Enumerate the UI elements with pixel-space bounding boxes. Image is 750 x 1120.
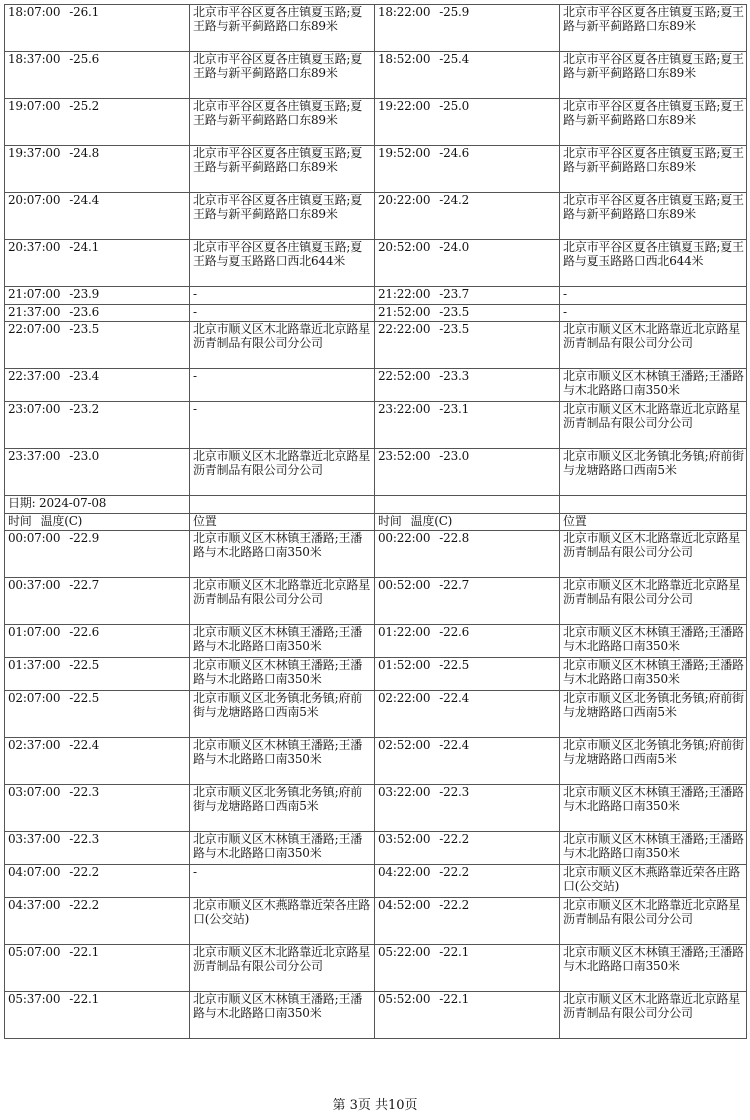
location-text: 北京市顺义区木林镇王潘路;王潘路与木北路路口南350米 xyxy=(193,531,363,559)
temperature-value: -22.5 xyxy=(69,691,100,705)
temperature-value: -22.4 xyxy=(439,738,470,752)
location-cell xyxy=(190,322,375,369)
reading-cell xyxy=(5,992,190,1039)
time-value: 05:07:00 xyxy=(8,945,61,959)
reading-cell xyxy=(5,304,190,322)
temperature-value: -24.6 xyxy=(439,146,470,160)
reading-cell xyxy=(5,193,190,240)
time-value: 02:37:00 xyxy=(8,738,61,752)
reading-cell xyxy=(375,402,560,449)
location-cell xyxy=(190,945,375,992)
page-number: 第 3页 共10页 xyxy=(332,1098,418,1113)
time-value: 19:52:00 xyxy=(378,146,431,160)
location-cell xyxy=(190,898,375,945)
time-value: 03:22:00 xyxy=(378,785,431,799)
table-row xyxy=(5,658,747,691)
time-value: 19:37:00 xyxy=(8,146,61,160)
table-row xyxy=(5,449,747,496)
header-time-temp-right xyxy=(375,513,560,531)
time-value: 03:37:00 xyxy=(8,832,61,846)
temperature-value: -23.9 xyxy=(69,287,100,301)
temperature-value: -23.5 xyxy=(439,304,470,319)
reading-cell xyxy=(375,322,560,369)
time-value: 00:22:00 xyxy=(378,531,431,545)
location-cell xyxy=(560,402,747,449)
location-cell xyxy=(560,193,747,240)
location-text: 北京市平谷区夏各庄镇夏玉路;夏王路与夏玉路路口西北644米 xyxy=(193,240,363,268)
time-value: 20:07:00 xyxy=(8,193,61,207)
temperature-value: -22.2 xyxy=(439,898,470,912)
time-value: 22:07:00 xyxy=(8,322,61,336)
location-text: - xyxy=(193,402,197,416)
location-cell xyxy=(190,146,375,193)
table-row xyxy=(5,146,747,193)
time-value: 21:52:00 xyxy=(378,304,431,319)
location-cell xyxy=(560,898,747,945)
reading-cell xyxy=(375,658,560,691)
time-value: 22:37:00 xyxy=(8,369,61,383)
location-cell xyxy=(190,369,375,402)
location-cell xyxy=(190,625,375,658)
reading-cell xyxy=(5,785,190,832)
temperature-value: -22.2 xyxy=(439,865,470,879)
location-cell xyxy=(190,578,375,625)
location-cell xyxy=(190,449,375,496)
table-section-previous-day xyxy=(5,5,747,496)
table-row xyxy=(5,369,747,402)
reading-cell xyxy=(5,287,190,305)
location-text: 北京市平谷区夏各庄镇夏玉路;夏王路与新平蓟路路口东89米 xyxy=(193,5,363,33)
location-cell xyxy=(560,578,747,625)
location-text: 北京市平谷区夏各庄镇夏玉路;夏王路与新平蓟路路口东89米 xyxy=(563,193,744,221)
temperature-value: -23.1 xyxy=(439,402,470,416)
location-cell xyxy=(190,304,375,322)
location-cell xyxy=(560,322,747,369)
location-text: 北京市顺义区北务镇北务镇;府前街与龙塘路路口西南5米 xyxy=(563,691,744,719)
time-value: 04:37:00 xyxy=(8,898,61,912)
time-value: 18:37:00 xyxy=(8,52,61,66)
location-text: 北京市平谷区夏各庄镇夏玉路;夏王路与新平蓟路路口东89米 xyxy=(563,146,744,174)
location-cell xyxy=(190,240,375,287)
table-row xyxy=(5,785,747,832)
location-text: 北京市顺义区木北路靠近北京路星沥青制品有限公司分公司 xyxy=(193,449,371,477)
location-text: 北京市顺义区木北路靠近北京路星沥青制品有限公司分公司 xyxy=(563,578,741,606)
time-value: 21:22:00 xyxy=(378,287,431,301)
reading-cell xyxy=(375,99,560,146)
time-value: 03:52:00 xyxy=(378,832,431,846)
time-value: 23:37:00 xyxy=(8,449,61,463)
temperature-value: -23.0 xyxy=(69,449,100,463)
location-text: 北京市顺义区木北路靠近北京路星沥青制品有限公司分公司 xyxy=(193,578,371,606)
reading-cell xyxy=(375,898,560,945)
temperature-value: -22.5 xyxy=(69,658,100,672)
table-row xyxy=(5,304,747,322)
time-value: 19:22:00 xyxy=(378,99,431,113)
reading-cell xyxy=(5,625,190,658)
location-text: 北京市顺义区北务镇北务镇;府前街与龙塘路路口西南5米 xyxy=(563,738,744,766)
table-row xyxy=(5,832,747,865)
time-value: 21:37:00 xyxy=(8,304,61,319)
location-text: - xyxy=(193,865,197,879)
date-section xyxy=(5,496,747,531)
reading-cell xyxy=(375,785,560,832)
table-row xyxy=(5,322,747,369)
reading-cell xyxy=(5,449,190,496)
time-value: 23:52:00 xyxy=(378,449,431,463)
temperature-log-table xyxy=(4,4,747,1039)
location-cell xyxy=(560,5,747,52)
location-text: 北京市顺义区木北路靠近北京路星沥青制品有限公司分公司 xyxy=(563,898,741,926)
temperature-value: -22.3 xyxy=(439,785,470,799)
location-cell xyxy=(560,738,747,785)
time-value: 01:52:00 xyxy=(378,658,431,672)
time-value: 18:52:00 xyxy=(378,52,431,66)
temperature-value: -22.1 xyxy=(439,945,470,959)
temperature-value: -22.2 xyxy=(69,865,100,879)
temperature-value: -25.2 xyxy=(69,99,100,113)
time-value: 04:52:00 xyxy=(378,898,431,912)
header-temperature: 温度(C) xyxy=(410,513,453,528)
header-temperature: 温度(C) xyxy=(40,513,83,528)
table-row xyxy=(5,898,747,945)
reading-cell xyxy=(375,738,560,785)
location-text: 北京市顺义区木林镇王潘路;王潘路与木北路路口南350米 xyxy=(563,832,744,860)
location-cell xyxy=(560,832,747,865)
reading-cell xyxy=(375,369,560,402)
temperature-value: -26.1 xyxy=(69,5,100,19)
reading-cell xyxy=(5,52,190,99)
table-section-2024-07-08 xyxy=(5,531,747,1039)
reading-cell xyxy=(5,945,190,992)
time-value: 05:37:00 xyxy=(8,992,61,1006)
temperature-value: -22.6 xyxy=(69,625,100,639)
table-row xyxy=(5,691,747,738)
reading-cell xyxy=(375,240,560,287)
table-row xyxy=(5,99,747,146)
location-cell xyxy=(190,402,375,449)
location-text: - xyxy=(193,369,197,383)
temperature-value: -23.7 xyxy=(439,287,470,301)
reading-cell xyxy=(5,322,190,369)
location-cell xyxy=(560,369,747,402)
location-cell xyxy=(560,945,747,992)
location-text: 北京市平谷区夏各庄镇夏玉路;夏王路与新平蓟路路口东89米 xyxy=(563,52,744,80)
temperature-value: -24.4 xyxy=(69,193,100,207)
reading-cell xyxy=(5,865,190,898)
time-value: 05:52:00 xyxy=(378,992,431,1006)
reading-cell xyxy=(375,304,560,322)
time-value: 23:22:00 xyxy=(378,402,431,416)
location-text: 北京市顺义区木林镇王潘路;王潘路与木北路路口南350米 xyxy=(563,625,744,653)
table-row xyxy=(5,402,747,449)
location-cell xyxy=(190,658,375,691)
temperature-value: -24.8 xyxy=(69,146,100,160)
reading-cell xyxy=(5,146,190,193)
location-text: - xyxy=(193,304,197,319)
reading-cell xyxy=(375,625,560,658)
location-text: 北京市平谷区夏各庄镇夏玉路;夏王路与新平蓟路路口东89米 xyxy=(563,99,744,127)
time-value: 01:37:00 xyxy=(8,658,61,672)
location-text: 北京市顺义区木林镇王潘路;王潘路与木北路路口南350米 xyxy=(193,992,363,1020)
time-value: 00:52:00 xyxy=(378,578,431,592)
location-text: 北京市平谷区夏各庄镇夏玉路;夏王路与新平蓟路路口东89米 xyxy=(193,99,363,127)
temperature-value: -22.4 xyxy=(439,691,470,705)
time-value: 01:07:00 xyxy=(8,625,61,639)
reading-cell xyxy=(375,531,560,578)
location-text: 北京市顺义区木北路靠近北京路星沥青制品有限公司分公司 xyxy=(563,402,741,430)
location-text: 北京市顺义区木林镇王潘路;王潘路与木北路路口南350米 xyxy=(563,369,744,397)
table-row xyxy=(5,578,747,625)
temperature-value: -24.2 xyxy=(439,193,470,207)
location-cell xyxy=(560,99,747,146)
reading-cell xyxy=(375,578,560,625)
location-cell xyxy=(190,287,375,305)
location-text: 北京市顺义区木北路靠近北京路星沥青制品有限公司分公司 xyxy=(193,322,371,350)
time-value: 02:22:00 xyxy=(378,691,431,705)
table-row xyxy=(5,52,747,99)
time-value: 20:22:00 xyxy=(378,193,431,207)
temperature-value: -23.2 xyxy=(69,402,100,416)
location-text: 北京市顺义区木林镇王潘路;王潘路与木北路路口南350米 xyxy=(193,832,363,860)
location-text: 北京市顺义区木林镇王潘路;王潘路与木北路路口南350米 xyxy=(563,658,744,686)
time-value: 19:07:00 xyxy=(8,99,61,113)
location-cell xyxy=(560,240,747,287)
location-cell xyxy=(190,992,375,1039)
location-cell xyxy=(560,449,747,496)
temperature-value: -22.7 xyxy=(69,578,100,592)
table-row xyxy=(5,287,747,305)
location-text: 北京市平谷区夏各庄镇夏玉路;夏王路与夏玉路路口西北644米 xyxy=(563,240,744,268)
time-value: 04:07:00 xyxy=(8,865,61,879)
header-time: 时间 xyxy=(8,513,32,528)
time-value: 01:22:00 xyxy=(378,625,431,639)
reading-cell xyxy=(5,5,190,52)
table-row xyxy=(5,738,747,785)
reading-cell xyxy=(375,449,560,496)
location-text: 北京市顺义区木林镇王潘路;王潘路与木北路路口南350米 xyxy=(193,658,363,686)
column-header-row xyxy=(5,513,747,531)
temperature-value: -25.4 xyxy=(439,52,470,66)
table-row xyxy=(5,5,747,52)
temperature-value: -22.7 xyxy=(439,578,470,592)
reading-cell xyxy=(375,287,560,305)
time-value: 03:07:00 xyxy=(8,785,61,799)
reading-cell xyxy=(5,658,190,691)
location-cell xyxy=(560,304,747,322)
header-time-temp-left xyxy=(5,513,190,531)
time-value: 20:52:00 xyxy=(378,240,431,254)
location-text: 北京市顺义区木北路靠近北京路星沥青制品有限公司分公司 xyxy=(563,531,741,559)
reading-cell xyxy=(375,52,560,99)
reading-cell xyxy=(375,5,560,52)
temperature-value: -23.6 xyxy=(69,304,100,319)
location-cell xyxy=(190,52,375,99)
temperature-value: -23.0 xyxy=(439,449,470,463)
temperature-value: -25.0 xyxy=(439,99,470,113)
temperature-value: -23.3 xyxy=(439,369,470,383)
time-value: 00:37:00 xyxy=(8,578,61,592)
table-row xyxy=(5,625,747,658)
table-row xyxy=(5,945,747,992)
location-text: 北京市顺义区木林镇王潘路;王潘路与木北路路口南350米 xyxy=(193,625,363,653)
time-value: 18:22:00 xyxy=(378,5,431,19)
location-cell xyxy=(560,531,747,578)
location-cell xyxy=(560,52,747,99)
reading-cell xyxy=(5,531,190,578)
time-value: 05:22:00 xyxy=(378,945,431,959)
reading-cell xyxy=(375,832,560,865)
reading-cell xyxy=(5,99,190,146)
location-cell xyxy=(560,865,747,898)
temperature-value: -22.3 xyxy=(69,832,100,846)
reading-cell xyxy=(5,691,190,738)
table-row xyxy=(5,531,747,578)
location-text: 北京市顺义区木林镇王潘路;王潘路与木北路路口南350米 xyxy=(563,785,744,813)
header-location-left: 位置 xyxy=(190,513,375,531)
reading-cell xyxy=(5,898,190,945)
reading-cell xyxy=(5,578,190,625)
reading-cell xyxy=(5,738,190,785)
location-cell xyxy=(190,531,375,578)
location-cell xyxy=(560,146,747,193)
location-text: 北京市顺义区木燕路靠近荣各庄路口(公交站) xyxy=(193,898,371,926)
location-cell xyxy=(190,785,375,832)
location-text: 北京市顺义区木林镇王潘路;王潘路与木北路路口南350米 xyxy=(193,738,363,766)
location-cell xyxy=(560,625,747,658)
reading-cell xyxy=(5,240,190,287)
reading-cell xyxy=(375,193,560,240)
location-text: 北京市顺义区木北路靠近北京路星沥青制品有限公司分公司 xyxy=(563,992,741,1020)
location-cell xyxy=(190,865,375,898)
table-row xyxy=(5,992,747,1039)
temperature-value: -25.6 xyxy=(69,52,100,66)
date-row xyxy=(5,496,747,514)
location-text: 北京市平谷区夏各庄镇夏玉路;夏王路与新平蓟路路口东89米 xyxy=(563,5,744,33)
time-value: 02:07:00 xyxy=(8,691,61,705)
time-value: 21:07:00 xyxy=(8,287,61,301)
reading-cell xyxy=(5,369,190,402)
time-value: 00:07:00 xyxy=(8,531,61,545)
location-text: 北京市顺义区木北路靠近北京路星沥青制品有限公司分公司 xyxy=(193,945,371,973)
location-text: 北京市顺义区北务镇北务镇;府前街与龙塘路路口西南5米 xyxy=(563,449,744,477)
time-value: 22:52:00 xyxy=(378,369,431,383)
temperature-value: -24.0 xyxy=(439,240,470,254)
reading-cell xyxy=(5,402,190,449)
location-cell xyxy=(560,785,747,832)
time-value: 18:07:00 xyxy=(8,5,61,19)
temperature-value: -22.5 xyxy=(439,658,470,672)
time-value: 04:22:00 xyxy=(378,865,431,879)
temperature-value: -24.1 xyxy=(69,240,100,254)
temperature-value: -22.3 xyxy=(69,785,100,799)
time-value: 23:07:00 xyxy=(8,402,61,416)
location-text: 北京市顺义区北务镇北务镇;府前街与龙塘路路口西南5米 xyxy=(193,691,363,719)
location-text: 北京市顺义区木燕路靠近荣各庄路口(公交站) xyxy=(563,865,741,893)
time-value: 22:22:00 xyxy=(378,322,431,336)
location-cell xyxy=(190,832,375,865)
location-text: 北京市平谷区夏各庄镇夏玉路;夏王路与新平蓟路路口东89米 xyxy=(193,193,363,221)
reading-cell xyxy=(375,691,560,738)
location-text: 北京市顺义区北务镇北务镇;府前街与龙塘路路口西南5米 xyxy=(193,785,363,813)
temperature-value: -22.9 xyxy=(69,531,100,545)
temperature-value: -23.5 xyxy=(69,322,100,336)
temperature-value: -22.6 xyxy=(439,625,470,639)
temperature-value: -22.4 xyxy=(69,738,100,752)
reading-cell xyxy=(375,146,560,193)
location-text: 北京市顺义区木北路靠近北京路星沥青制品有限公司分公司 xyxy=(563,322,741,350)
location-cell xyxy=(190,738,375,785)
temperature-value: -23.4 xyxy=(69,369,100,383)
temperature-value: -22.2 xyxy=(69,898,100,912)
temperature-value: -23.5 xyxy=(439,322,470,336)
reading-cell xyxy=(375,945,560,992)
location-cell xyxy=(560,287,747,305)
table-row xyxy=(5,240,747,287)
temperature-value: -22.1 xyxy=(69,945,100,959)
time-value: 02:52:00 xyxy=(378,738,431,752)
location-cell xyxy=(190,193,375,240)
location-cell xyxy=(560,691,747,738)
location-text: 北京市平谷区夏各庄镇夏玉路;夏王路与新平蓟路路口东89米 xyxy=(193,146,363,174)
reading-cell xyxy=(375,992,560,1039)
table-row xyxy=(5,865,747,898)
temperature-value: -22.1 xyxy=(439,992,470,1006)
header-location-right: 位置 xyxy=(560,513,747,531)
location-text: - xyxy=(193,287,197,301)
reading-cell xyxy=(5,832,190,865)
temperature-value: -25.9 xyxy=(439,5,470,19)
location-text: 北京市平谷区夏各庄镇夏玉路;夏王路与新平蓟路路口东89米 xyxy=(193,52,363,80)
location-cell xyxy=(190,5,375,52)
location-cell xyxy=(190,691,375,738)
time-value: 20:37:00 xyxy=(8,240,61,254)
location-text: - xyxy=(563,304,567,319)
location-text: - xyxy=(563,287,567,301)
location-text: 北京市顺义区木林镇王潘路;王潘路与木北路路口南350米 xyxy=(563,945,744,973)
reading-cell xyxy=(375,865,560,898)
location-cell xyxy=(560,658,747,691)
location-cell xyxy=(560,992,747,1039)
header-time: 时间 xyxy=(378,513,402,528)
table-row xyxy=(5,193,747,240)
temperature-value: -22.8 xyxy=(439,531,470,545)
temperature-value: -22.2 xyxy=(439,832,470,846)
date-label: 日期: 2024-07-08 xyxy=(5,496,190,514)
temperature-value: -22.1 xyxy=(69,992,100,1006)
location-cell xyxy=(190,99,375,146)
